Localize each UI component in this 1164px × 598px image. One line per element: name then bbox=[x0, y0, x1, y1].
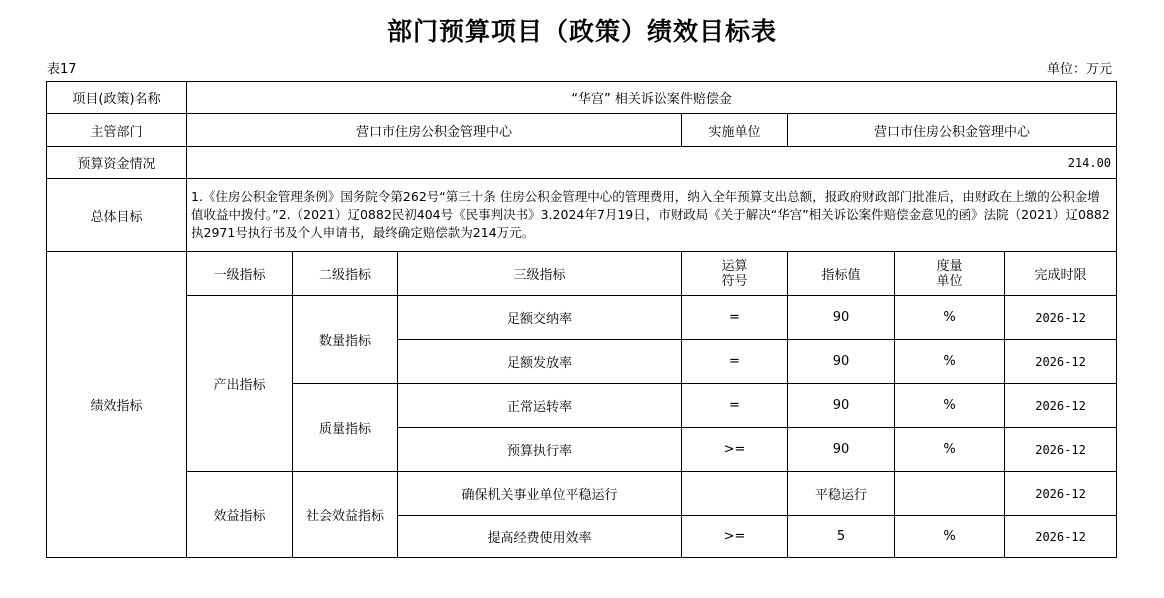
impl-label: 实施单位 bbox=[682, 114, 788, 147]
indicator-value: 90 bbox=[788, 340, 895, 384]
performance-table bbox=[46, 81, 1117, 558]
header-unit bbox=[895, 252, 1005, 296]
indicator-name: 提高经费使用效率 bbox=[398, 516, 682, 558]
table-row bbox=[47, 472, 1117, 516]
project-row bbox=[47, 82, 1117, 114]
indicator-operator: >= bbox=[682, 428, 788, 472]
level2-quantity: 数量指标 bbox=[293, 296, 398, 384]
indicator-deadline: 2026-12 bbox=[1005, 516, 1117, 558]
goal-row bbox=[47, 179, 1117, 252]
dept-label: 主管部门 bbox=[47, 114, 187, 147]
header-level2: 二级指标 bbox=[293, 252, 398, 296]
budget-value: 214.00 bbox=[187, 147, 1117, 179]
header-unit-line1: 度量 bbox=[936, 258, 963, 274]
indicator-deadline: 2026-12 bbox=[1005, 472, 1117, 516]
indicator-name: 足额交纳率 bbox=[398, 296, 682, 340]
indicator-deadline: 2026-12 bbox=[1005, 340, 1117, 384]
perf-label: 绩效指标 bbox=[47, 252, 187, 558]
page-title: 部门预算项目（政策）绩效目标表 bbox=[386, 17, 777, 46]
indicator-unit: % bbox=[895, 384, 1005, 428]
level2-social: 社会效益指标 bbox=[293, 472, 398, 558]
indicator-deadline: 2026-12 bbox=[1005, 384, 1117, 428]
header-operator-line1: 运算 bbox=[721, 258, 748, 274]
indicator-name: 确保机关事业单位平稳运行 bbox=[398, 472, 682, 516]
project-value: “华宫” 相关诉讼案件赔偿金 bbox=[187, 82, 1117, 114]
level2-quality: 质量指标 bbox=[293, 384, 398, 472]
header-level3: 三级指标 bbox=[398, 252, 682, 296]
unit-label: 单位：万元 bbox=[1046, 62, 1112, 77]
project-label: 项目(政策)名称 bbox=[47, 82, 187, 114]
indicator-name: 正常运转率 bbox=[398, 384, 682, 428]
header-value: 指标值 bbox=[788, 252, 895, 296]
indicator-deadline: 2026-12 bbox=[1005, 296, 1117, 340]
indicator-name: 预算执行率 bbox=[398, 428, 682, 472]
indicator-value: 90 bbox=[788, 428, 895, 472]
header-level1: 一级指标 bbox=[187, 252, 293, 296]
dept-value: 营口市住房公积金管理中心 bbox=[187, 114, 682, 147]
dept-row bbox=[47, 114, 1117, 147]
indicator-operator: = bbox=[682, 296, 788, 340]
indicator-value: 90 bbox=[788, 296, 895, 340]
indicator-unit bbox=[895, 472, 1005, 516]
indicator-unit: % bbox=[895, 340, 1005, 384]
indicator-unit: % bbox=[895, 516, 1005, 558]
budget-label: 预算资金情况 bbox=[47, 147, 187, 179]
header-unit-line2: 单位 bbox=[936, 273, 963, 289]
indicator-operator: >= bbox=[682, 516, 788, 558]
indicator-operator: = bbox=[682, 384, 788, 428]
level1-benefit: 效益指标 bbox=[187, 472, 293, 558]
indicator-operator bbox=[682, 472, 788, 516]
indicator-value: 5 bbox=[788, 516, 895, 558]
table-number: 表17 bbox=[47, 62, 77, 77]
indicator-name: 足额发放率 bbox=[398, 340, 682, 384]
indicator-value: 平稳运行 bbox=[788, 472, 895, 516]
indicator-operator: = bbox=[682, 340, 788, 384]
goal-label: 总体目标 bbox=[47, 179, 187, 252]
indicator-unit: % bbox=[895, 296, 1005, 340]
header-operator-line2: 符号 bbox=[721, 273, 748, 289]
indicator-deadline: 2026-12 bbox=[1005, 428, 1117, 472]
budget-row bbox=[47, 147, 1117, 179]
indicator-value: 90 bbox=[788, 384, 895, 428]
table-row bbox=[47, 296, 1117, 340]
header-deadline: 完成时限 bbox=[1005, 252, 1117, 296]
perf-header-row bbox=[47, 252, 1117, 296]
goal-text: 1.《住房公积金管理条例》国务院令第262号“第三十条 住房公积金管理中心的管理费用，纳入全年预算支出总额，报政府财政部门批准后，由财政在上缴的公积金增值收益中拨付。”2.（2021）辽0882民初404号《民事判决书》3.2024年7月19日，市财政局《关于解决“华宫”相关诉讼案件赔偿金意见的函》法院（2021）辽0882执2971号执行书及个人申请书，最终确定赔偿款为214万元。 bbox=[187, 179, 1117, 252]
indicator-unit: % bbox=[895, 428, 1005, 472]
header-operator bbox=[682, 252, 788, 296]
level1-output: 产出指标 bbox=[187, 296, 293, 472]
impl-value: 营口市住房公积金管理中心 bbox=[788, 114, 1117, 147]
